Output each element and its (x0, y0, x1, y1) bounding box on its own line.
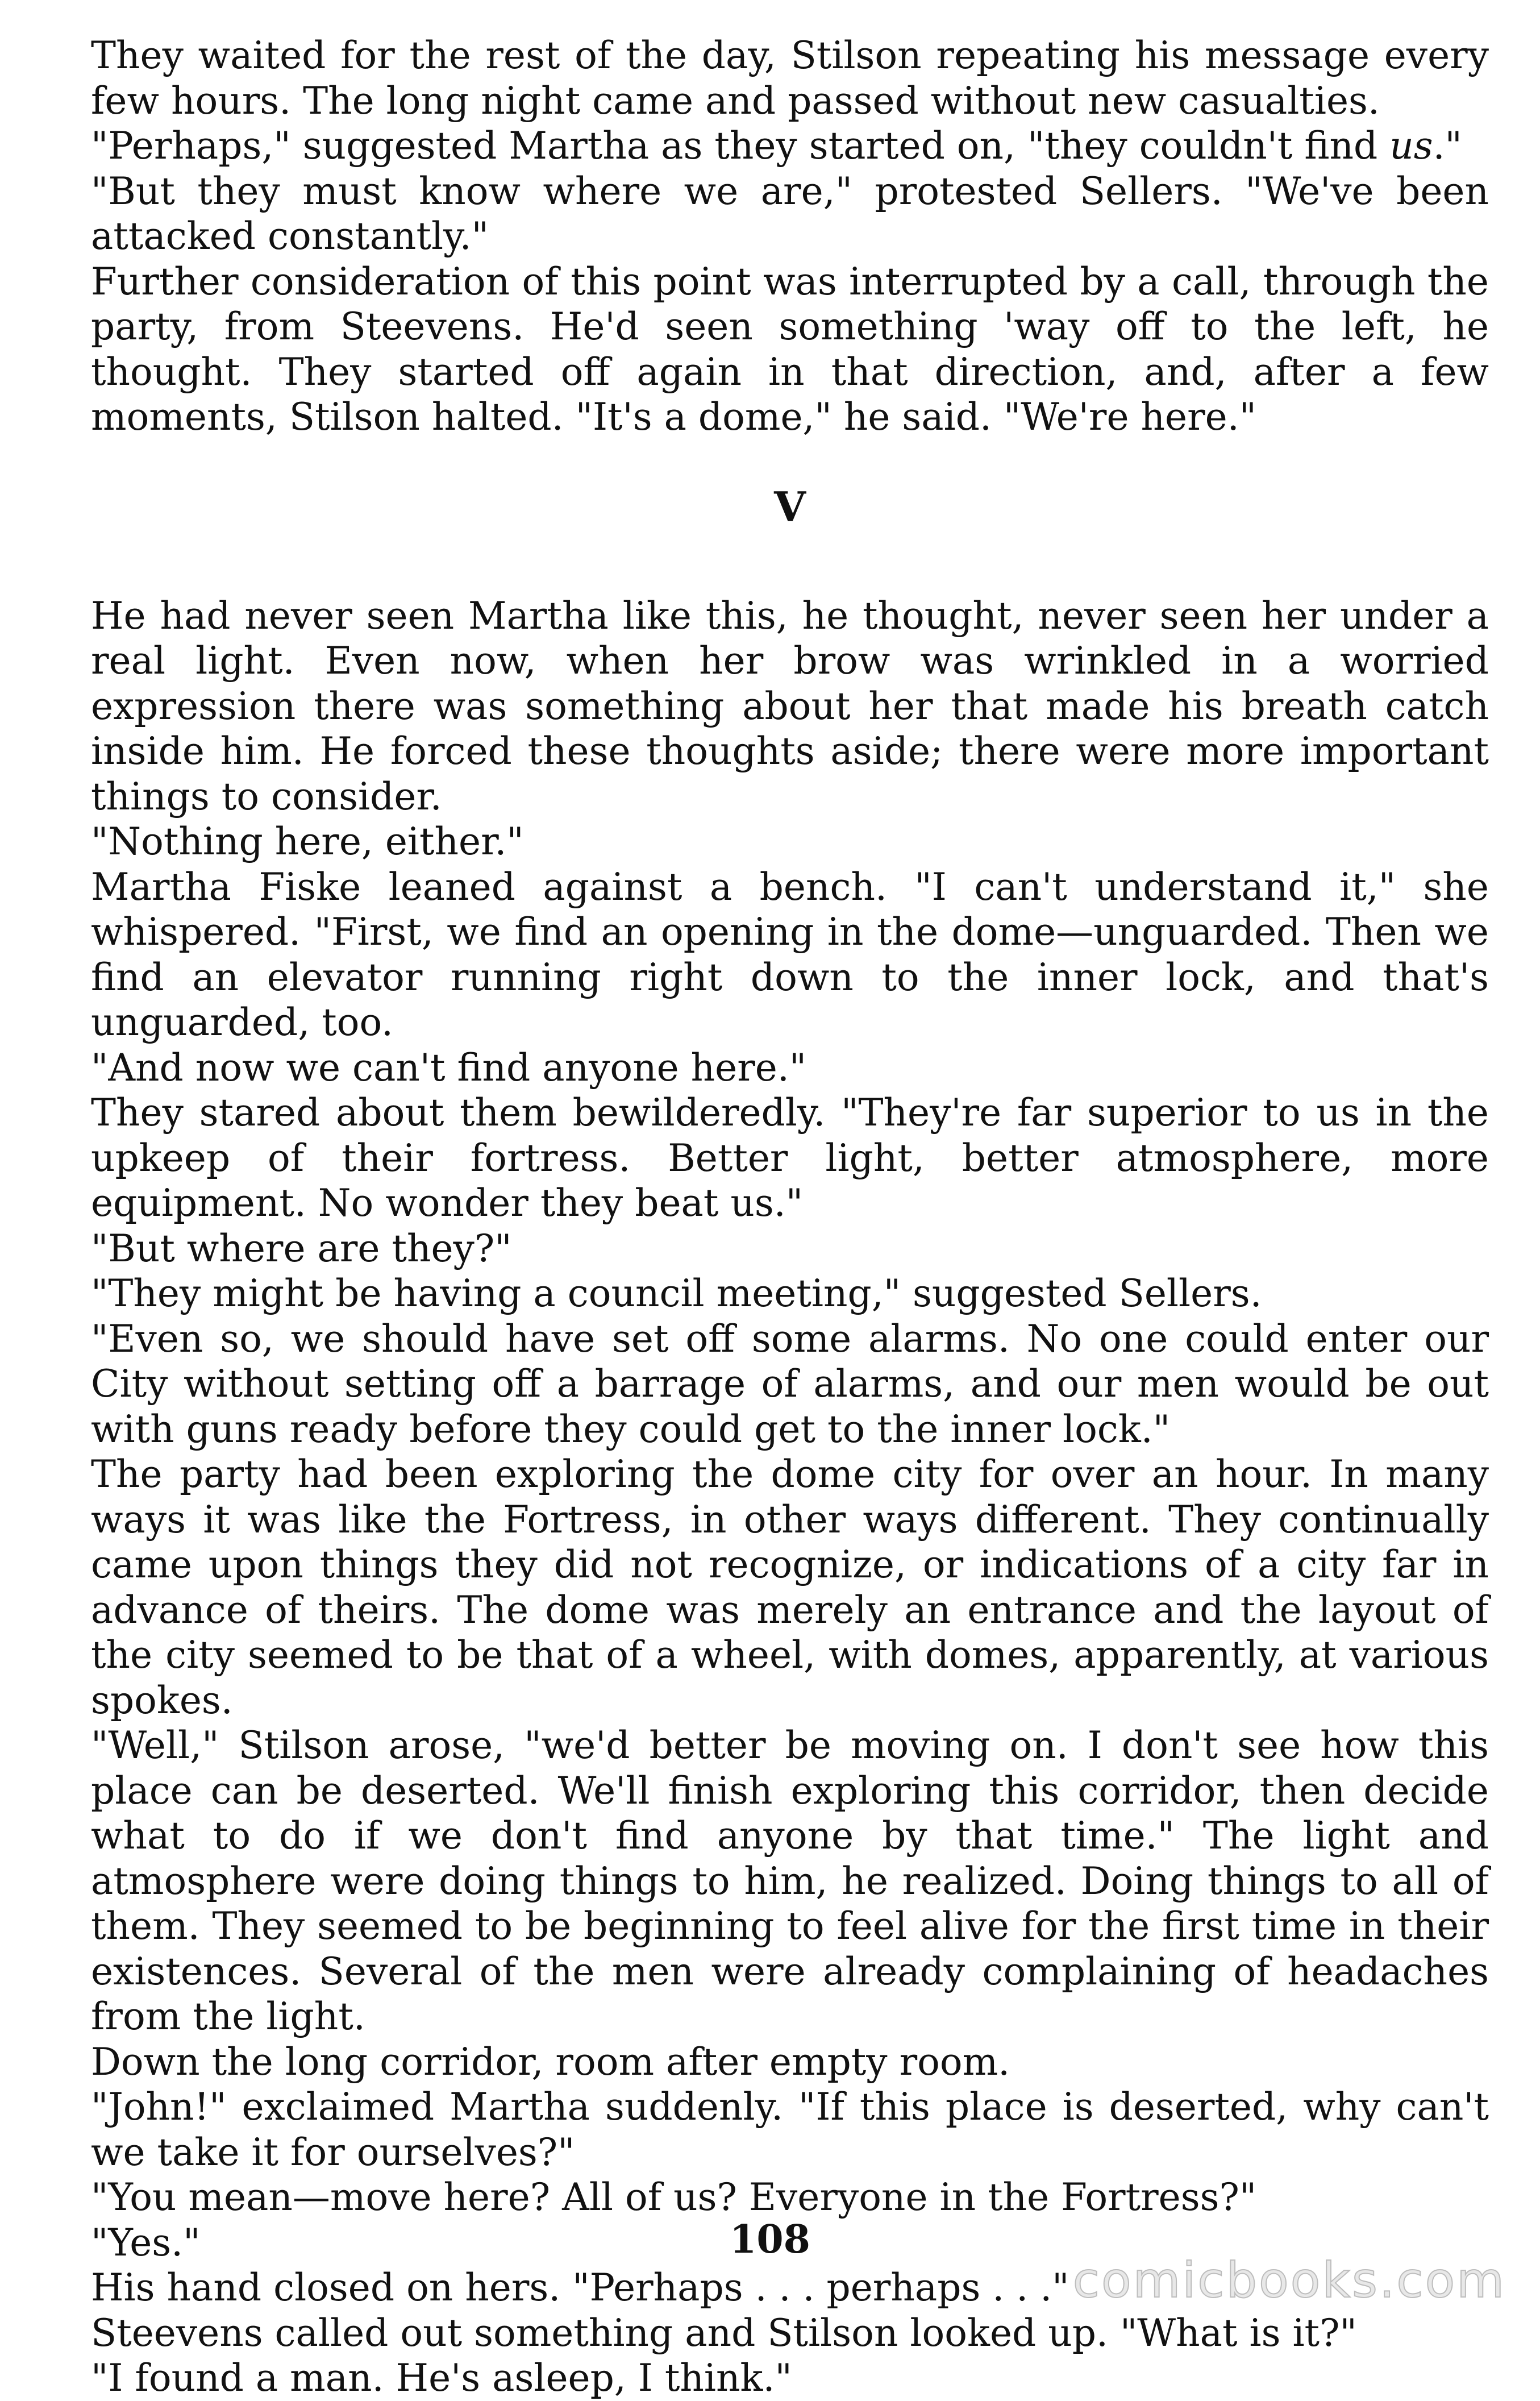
paragraph: His hand closed on hers. "Perhaps . . . perhaps . . ." (91, 2266, 1069, 2309)
paragraph: "Well," Stilson arose, "we'd better be moving on. I don't see how this place can be deserted. We'll finish exploring this corridor, then decide what to do if we don't find anyone by that time." The light and atmosphere were doing things to him, he realized. Doing things to all of them. They seemed to be beginning to feel alive for the first time in their existences. Several of the men were already complaining of headaches from the light. (91, 1723, 1489, 2038)
paragraph: Further consideration of this point was interrupted by a call, through the party, from Steevens. He'd seen something 'way off to the left, he thought. They started off again in that direction, and, after a few moments, Stilson halted. "It's a dome," he said. "We're here." (91, 259, 1489, 439)
watermark: comicbooks.com (1072, 2252, 1506, 2309)
paragraph: The party had been exploring the dome city for over an hour. In many ways it was like the Fortress, in other ways different. They continually came upon things they did not recognize, or indications of a city far in advance of theirs. The dome was merely an entrance and the layout of the city seemed to be that of a wheel, with domes, apparently, at various spokes. (91, 1452, 1489, 1722)
paragraph: "Even so, we should have set off some alarms. No one could enter our City without setting off a barrage of alarms, and our men would be out with guns ready before they could get to the inner lock." (91, 1316, 1489, 1451)
paragraph: Down the long corridor, room after empty room. (91, 2039, 1010, 2084)
section-heading: V (774, 482, 806, 531)
paragraph: They stared about them bewilderedly. "They're far superior to us in the upkeep of their fortress. Better light, better atmosphere, more equipment. No wonder they beat us." (91, 1091, 1489, 1225)
paragraph: Steevens called out something and Stilson looked up. "What is it?" (91, 2311, 1357, 2355)
page-number: 108 (730, 2217, 810, 2262)
paragraph: "And now we can't find anyone here." (91, 1045, 807, 1090)
paragraph: "Nothing here, either." (91, 820, 524, 863)
paragraph: "Yes." (91, 2220, 201, 2265)
paragraph: "But they must know where we are," protested Sellers. "We've been attacked constantly." (91, 169, 1489, 258)
paragraph: Martha Fiske leaned against a bench. "I can't understand it," she whispered. "First, we find an opening in the dome—unguarded. Then we find an elevator running right down to the inner lock, and that's unguarded, too. (91, 865, 1489, 1044)
book-page (91, 33, 1489, 2401)
paragraph: They waited for the rest of the day, Stilson repeating his message every few hours. The long night came and passed without new casualties. (91, 34, 1489, 123)
paragraph: "They might be having a council meeting," suggested Sellers. (91, 1272, 1262, 1315)
paragraph: "But where are they?" (91, 1226, 512, 1270)
paragraph: "I found a man. He's asleep, I think." (91, 2356, 792, 2400)
paragraph: "John!" exclaimed Martha suddenly. "If this place is deserted, why can't we take it for ourselves?" (91, 2085, 1489, 2174)
paragraph: "You mean—move here? All of us? Everyone in the Fortress?" (91, 2175, 1257, 2219)
paragraph: "Perhaps," suggested Martha as they started on, "they couldn't find us." (91, 124, 1462, 168)
paragraph: He had never seen Martha like this, he thought, never seen her under a real light. Even now, when her brow was wrinkled in a worried expression there was something about her that made his breath catch inside him. He forced these thoughts aside; there were more important things to consider. (91, 593, 1489, 819)
